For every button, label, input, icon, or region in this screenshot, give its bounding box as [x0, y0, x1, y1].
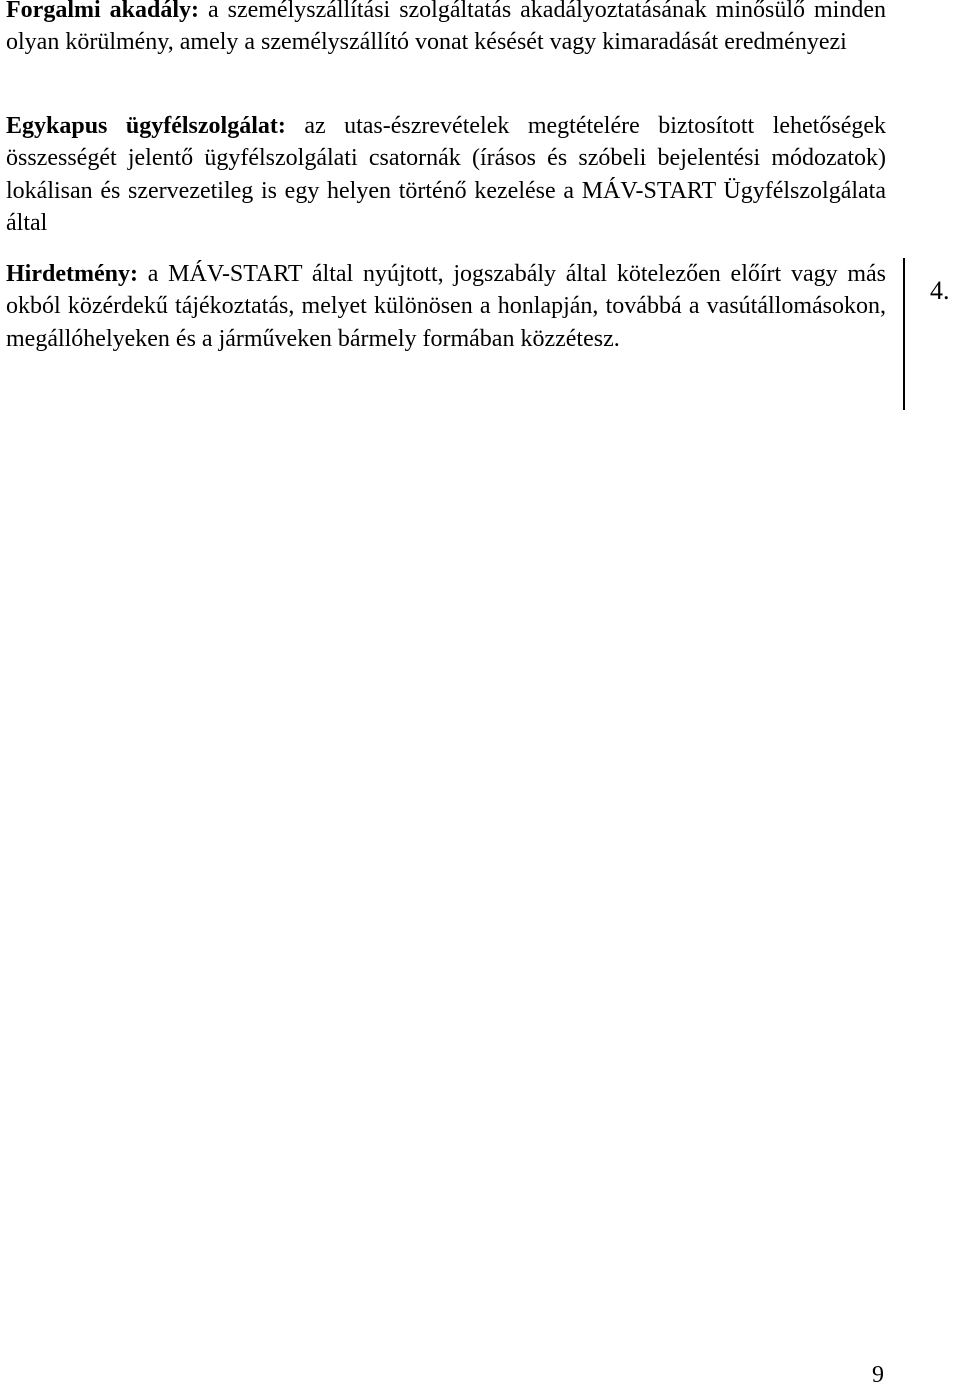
definition-forgalmi-akadaly — [6, 0, 886, 59]
definition-term: Forgalmi akadály: — [6, 0, 199, 23]
definition-term: Egykapus ügyfélszolgálat: — [6, 113, 286, 139]
definition-text: az utas-észrevételek megtételére biztosított lehetőségek összességét jelentő ügyfélszolgálati csatornák (írásos és szóbeli bejelentési módozatok) lokálisan és szervezetileg is egy helyen történő kezelése a MÁV-START Ügyfélszolgálata által — [6, 113, 886, 237]
definition-text: a személyszállítási szolgáltatás akadályoztatásának minősülő minden olyan körülmény, amely a személyszállító vonat késését vagy kimaradását eredményezi — [6, 0, 886, 56]
revision-margin-line — [903, 258, 905, 410]
definition-hirdetmeny — [6, 258, 886, 355]
definition-text: a MÁV-START által nyújtott, jogszabály által kötelezően előírt vagy más okból közérdekű tájékoztatás, melyet különösen a honlapján, továbbá a vasútállomásokon, megállóhelyeken és a járműveken bármely formában közzétesz. — [6, 261, 887, 352]
page-number: 9 — [872, 1362, 884, 1388]
margin-section-number: 4. — [930, 276, 950, 305]
definition-egykapus-ugyfelszolgalat — [6, 110, 886, 240]
definition-term: Hirdetmény: — [6, 261, 138, 287]
